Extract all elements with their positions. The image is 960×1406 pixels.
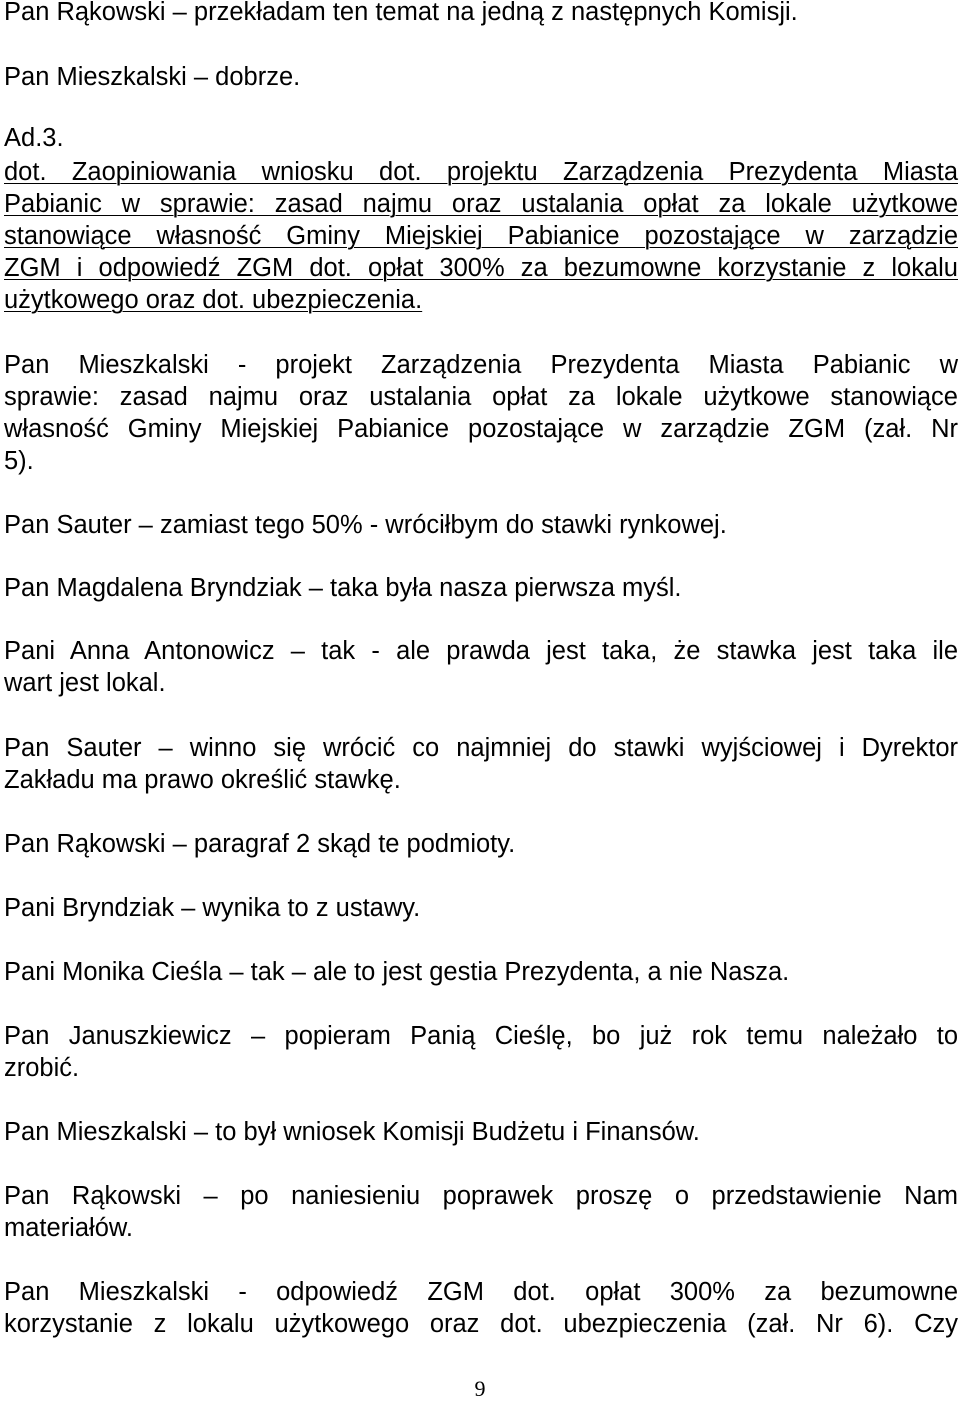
text-line: Pani Anna Antonowicz – tak - ale prawda jest taka, że stawka jest taka ile: [4, 637, 958, 665]
paragraph-sauter-2: [4, 732, 958, 796]
paragraph-bryndziak-1: [4, 572, 958, 604]
text-line: Pan Sauter – zamiast tego 50% - wróciłbym do stawki rynkowej.: [4, 511, 727, 539]
text-line: własność Gminy Miejskiej Pabianice pozostające w zarządzie ZGM (zał. Nr: [4, 415, 958, 443]
text-line: Pan Mieszkalski - projekt Zarządzenia Prezydenta Miasta Pabianic w: [4, 351, 958, 379]
text-line: sprawie: zasad najmu oraz ustalania opłat za lokale użytkowe stanowiące: [4, 383, 958, 411]
paragraph-mieszkalski-1: [4, 61, 958, 93]
text-line: Pan Magdalena Bryndziak – taka była nasza pierwsza myśl.: [4, 574, 682, 602]
text-line: materiałów.: [4, 1214, 133, 1242]
text-line: ZGM i odpowiedź ZGM dot. opłat 300% za bezumowne korzystanie z lokalu: [4, 254, 958, 282]
text-line: Pan Rąkowski – przekładam ten temat na jedną z następnych Komisji.: [4, 0, 798, 26]
paragraph-bryndziak-2: [4, 892, 958, 924]
paragraph-antonowicz: [4, 635, 958, 699]
paragraph-sauter-1: [4, 509, 958, 541]
paragraph-mieszkalski-3: [4, 1116, 958, 1148]
text-line: stanowiące własność Gminy Miejskiej Pabianice pozostające w zarządzie: [4, 222, 958, 250]
text-line: Pan Rąkowski – paragraf 2 skąd te podmioty.: [4, 830, 516, 858]
paragraph-ciesla: [4, 956, 958, 988]
text-line: Pani Bryndziak – wynika to z ustawy.: [4, 894, 421, 922]
agenda-item-title: [4, 156, 958, 316]
paragraph-mieszkalski-2: [4, 349, 958, 477]
text-line: Ad.3.: [4, 124, 64, 152]
text-line: użytkowego oraz dot. ubezpieczenia.: [4, 286, 423, 314]
text-line: Pan Rąkowski – po naniesieniu poprawek proszę o przedstawienie Nam: [4, 1182, 958, 1210]
text-line: dot. Zaopiniowania wniosku dot. projektu Zarządzenia Prezydenta Miasta: [4, 158, 958, 186]
paragraph-rakowski-2: [4, 828, 958, 860]
text-line: Pan Sauter – winno się wrócić co najmniej do stawki wyjściowej i Dyrektor: [4, 734, 958, 762]
page-number: 9: [474, 1376, 486, 1401]
text-line: Zakładu ma prawo określić stawkę.: [4, 766, 401, 794]
text-line: Pani Monika Cieśla – tak – ale to jest gestia Prezydenta, a nie Nasza.: [4, 958, 790, 986]
paragraph-januszkiewicz: [4, 1020, 958, 1084]
text-line: korzystanie z lokalu użytkowego oraz dot. ubezpieczenia (zał. Nr 6). Czy: [4, 1310, 958, 1338]
agenda-item-heading: [4, 122, 958, 154]
paragraph-rakowski-3: [4, 1180, 958, 1244]
text-line: Pan Mieszkalski – dobrze.: [4, 63, 301, 91]
text-line: zrobić.: [4, 1054, 80, 1082]
text-line: 5).: [4, 447, 34, 475]
text-line: wart jest lokal.: [4, 669, 166, 697]
text-line: Pabianic w sprawie: zasad najmu oraz ustalania opłat za lokale użytkowe: [4, 190, 958, 218]
text-line: Pan Mieszkalski – to był wniosek Komisji Budżetu i Finansów.: [4, 1118, 700, 1146]
paragraph-rakowski-1: [4, 0, 958, 28]
text-line: Pan Mieszkalski - odpowiedź ZGM dot. opłat 300% za bezumowne: [4, 1278, 958, 1306]
text-line: Pan Januszkiewicz – popieram Panią Cieślę, bo już rok temu należało to: [4, 1022, 958, 1050]
paragraph-mieszkalski-4: [4, 1276, 958, 1340]
